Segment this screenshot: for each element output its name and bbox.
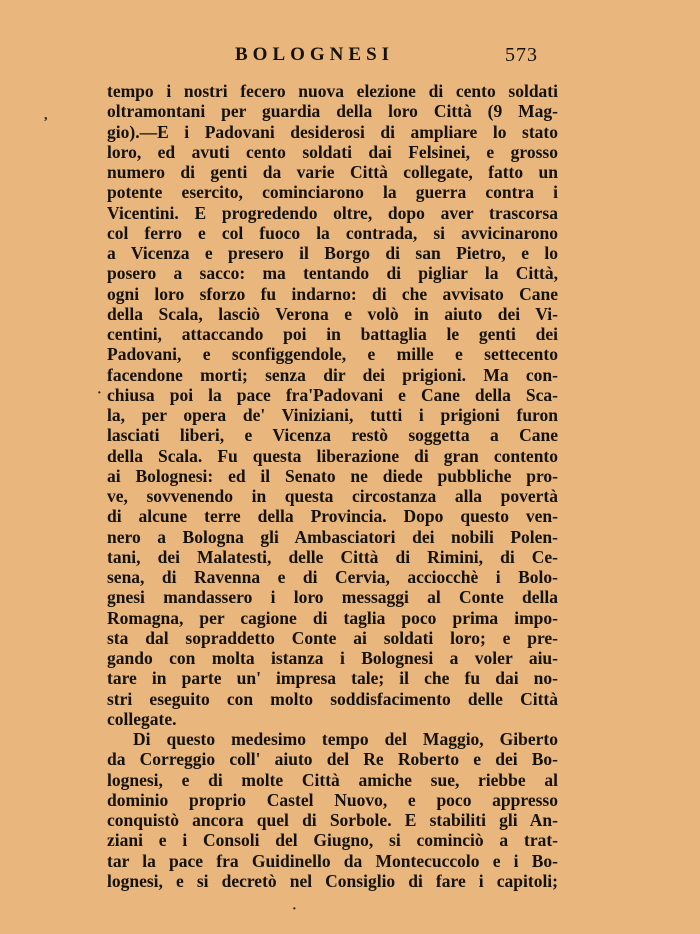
- text-line: nero a Bologna gli Ambasciatori dei nobili Polen-: [107, 526, 558, 547]
- text-line: potente esercito, cominciarono la guerra contra i: [107, 182, 558, 203]
- text-line: ziani e i Consoli del Giugno, si cominciò a trat-: [107, 830, 558, 851]
- text-line: tare in parte un' impresa tale; il che fu dai no-: [107, 668, 558, 689]
- text-line: chiusa poi la pace fra'Padovani e Cane della Sca-: [107, 384, 558, 405]
- text-line: Romagna, per cagione di taglia poco prima impo-: [107, 607, 558, 628]
- running-title: BOLOGNESI: [235, 44, 395, 65]
- text-line: tani, dei Malatesti, delle Città di Rimini, di Ce-: [107, 546, 558, 567]
- text-line: tar la pace fra Guidinello da Montecuccolo e i Bo-: [107, 850, 558, 871]
- text-line: sta dal sopraddetto Conte ai soldati loro; e pre-: [107, 627, 558, 648]
- page-number: 573: [505, 44, 538, 66]
- text-line: facendone morti; senza dir dei prigioni. Ma con-: [107, 364, 558, 385]
- text-line: lognesi, e di molte Città amiche sue, riebbe al: [107, 769, 558, 790]
- text-line: posero a sacco: ma tentando di pigliar la Città,: [107, 263, 558, 284]
- text-line: collegate.: [107, 708, 177, 729]
- text-line: dominio proprio Castel Nuovo, e poco appresso: [107, 789, 558, 810]
- text-line: della Scala. Fu questa liberazione di gran contento: [107, 445, 558, 466]
- page-speck: ·: [292, 902, 297, 917]
- paragraph: [107, 729, 558, 891]
- text-line: lognesi, e si decretò nel Consiglio di fare i capitoli;: [107, 870, 558, 891]
- margin-mark: ,: [44, 108, 48, 123]
- text-line: ogni loro sforzo fu indarno: di che avvisato Cane: [107, 283, 558, 304]
- text-line: ve, sovvenendo in questa circostanza alla povertà: [107, 486, 558, 506]
- text-line: ai Bolognesi: ed il Senato ne diede pubbliche pro-: [107, 465, 558, 486]
- paragraph: [107, 81, 558, 729]
- text-line: loro, ed avuti cento soldati dai Felsinei, e grosso: [107, 141, 558, 162]
- page-header: [0, 44, 700, 72]
- text-line: sena, di Ravenna e di Cervia, acciocchè i Bolo-: [107, 567, 558, 587]
- text-line: Padovani, e sconfiggendole, e mille e settecento: [107, 344, 558, 365]
- text-line: da Correggio coll' aiuto del Re Roberto e dei Bo-: [107, 749, 558, 770]
- text-line: stri eseguito con molto soddisfacimento delle Città: [107, 688, 558, 709]
- text-line: centini, attaccando poi in battaglia le genti dei: [107, 324, 558, 344]
- text-line: Vicentini. E progredendo oltre, dopo aver trascorsa: [107, 202, 558, 223]
- text-line: gando con molta istanza i Bolognesi a voler aiu-: [107, 648, 558, 668]
- text-line: conquistò ancora quel di Sorbole. E stabiliti gli An-: [107, 810, 558, 830]
- text-line: numero di genti da varie Città collegate, fatto un: [107, 162, 558, 182]
- text-line: a Vicenza e presero il Borgo di san Pietro, e lo: [107, 243, 558, 263]
- text-line: della Scala, lasciò Verona e volò in aiuto dei Vi-: [107, 303, 558, 324]
- margin-mark: ·: [97, 386, 102, 401]
- page-body: [107, 81, 558, 891]
- text-line: gnesi mandassero i loro messaggi al Conte della: [107, 587, 558, 608]
- text-line: col ferro e col fuoco la contrada, si avvicinarono: [107, 222, 558, 243]
- text-line: di alcune terre della Provincia. Dopo questo ven-: [107, 506, 558, 527]
- text-line: oltramontani per guardia della loro Città (9 Mag-: [107, 101, 558, 122]
- text-line: la, per opera de' Viniziani, tutti i prigioni furon: [107, 405, 558, 425]
- text-line: Di questo medesimo tempo del Maggio, Giberto: [133, 729, 558, 749]
- text-line: gio).—E i Padovani desiderosi di ampliare lo stato: [107, 121, 558, 142]
- text-line: lasciati liberi, e Vicenza restò soggetta a Cane: [107, 425, 558, 446]
- text-line: tempo i nostri fecero nuova elezione di cento soldati: [107, 81, 558, 101]
